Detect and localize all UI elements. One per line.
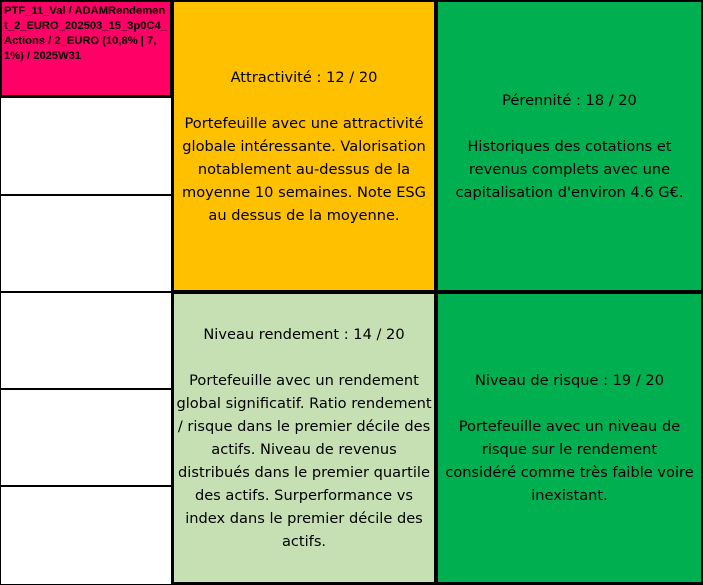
empty-cell-5 bbox=[0, 486, 172, 585]
perennite-body: Historiques des cotations et revenus complets avec une capitalisation d'environ 4.6 G€. bbox=[455, 137, 684, 201]
risque-title: Niveau de risque : 19 / 20 bbox=[475, 372, 664, 389]
empty-cell-1 bbox=[0, 97, 172, 195]
risque-panel bbox=[436, 292, 703, 584]
portfolio-title-cell bbox=[0, 0, 172, 97]
rendement-panel bbox=[172, 292, 436, 584]
empty-cell-3 bbox=[0, 292, 172, 389]
empty-cell-4 bbox=[0, 389, 172, 486]
perennite-title: Pérennité : 18 / 20 bbox=[502, 91, 637, 109]
empty-cell-2 bbox=[0, 195, 172, 292]
risque-body: Portefeuille avec un niveau de risque sur le rendement considéré comme très faible voire inexistant. bbox=[445, 418, 694, 504]
rendement-title: Niveau rendement : 14 / 20 bbox=[203, 326, 405, 343]
attractivite-panel bbox=[172, 0, 436, 292]
perennite-panel bbox=[436, 0, 703, 292]
rendement-body: Portefeuille avec un rendement global significatif. Ratio rendement / risque dans le premier décile des actifs. Niveau de revenus distribués dans le premier quartile des actifs. Surperformance vs index dans le premier décile des actifs. bbox=[176, 372, 432, 550]
attractivite-title: Attractivité : 12 / 20 bbox=[230, 68, 378, 86]
portfolio-title-text: PTF_11_Val / ADAMRendement_2_EURO_202503_15_3p0C4_Actions / 2_EURO (10,8% | 7,1%) / 2025W31 bbox=[4, 5, 167, 62]
attractivite-body: Portefeuille avec une attractivité globale intéressante. Valorisation notablement au-dessus de la moyenne 10 semaines. Note ESG au dessus de la moyenne. bbox=[182, 114, 426, 224]
